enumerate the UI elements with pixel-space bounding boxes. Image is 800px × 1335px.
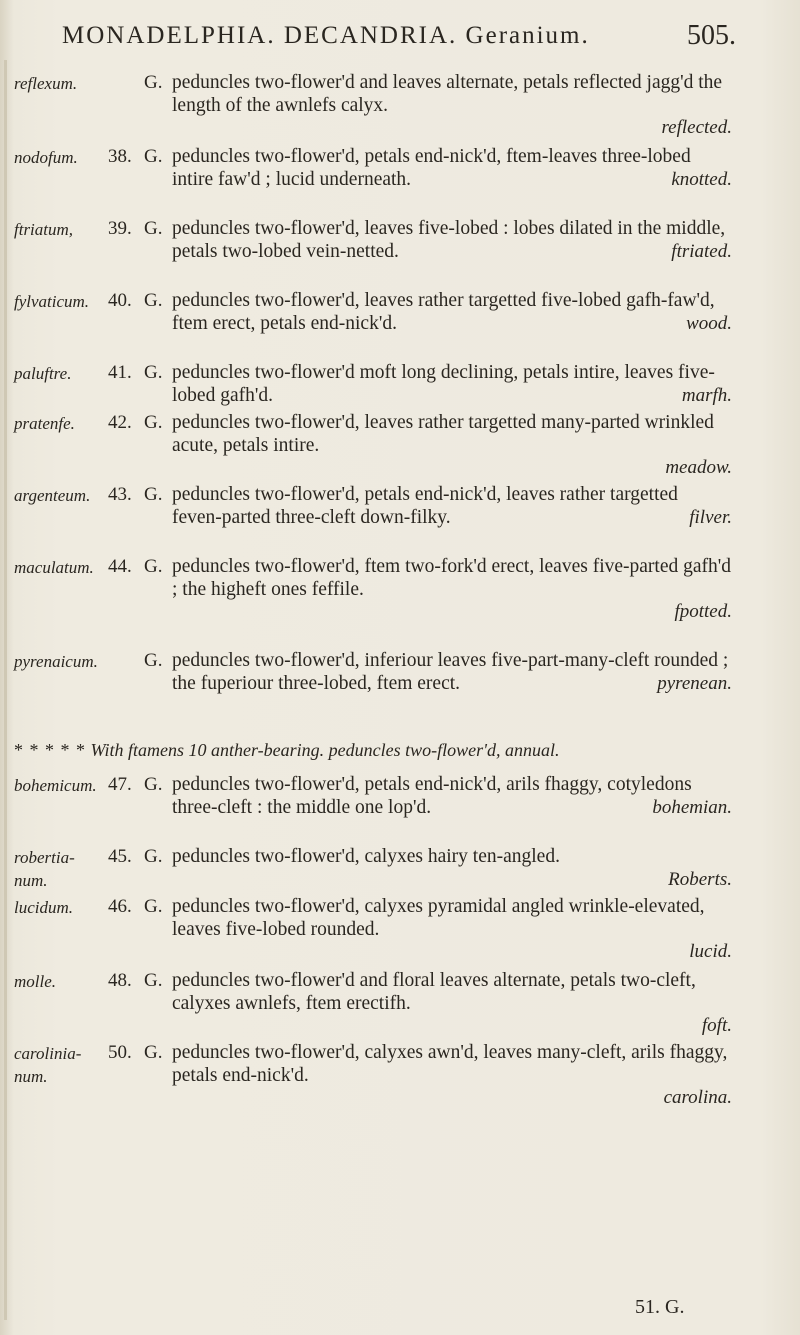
entry-number: 42. — [108, 412, 132, 433]
species-name: robertia- — [14, 848, 75, 867]
entry-description — [172, 1042, 732, 1110]
english-name: meadow. — [665, 457, 732, 478]
species-name: argenteum. — [14, 486, 91, 505]
entry-number: 38. — [108, 146, 132, 167]
entry-description — [172, 774, 732, 819]
section-text: With ftamens 10 anther-bearing. peduncles two-flower'd, annual. — [90, 740, 560, 760]
running-header — [62, 20, 736, 51]
page-number: 505. — [687, 20, 736, 51]
english-name: marfh. — [681, 384, 732, 406]
english-name: Roberts. — [668, 868, 732, 890]
genus-abbrev: G. — [144, 896, 163, 917]
entry-number: 45. — [108, 846, 132, 867]
english-name: reflected. — [661, 117, 732, 138]
species-name: fylvaticum. — [14, 292, 90, 311]
genus-abbrev: G. — [144, 484, 163, 505]
species-name: reflexum. — [14, 74, 78, 93]
genus-abbrev: G. — [144, 290, 163, 311]
description-text: peduncles two-flower'd, leaves rather targetted five-lobed gafh-faw'd, ftem erect, petals end-nick'd. — [172, 290, 715, 334]
english-name: carolina. — [663, 1087, 732, 1108]
genus-abbrev: G. — [144, 650, 163, 671]
entry-description — [172, 290, 732, 335]
description-text: peduncles two-flower'd, inferiour leaves five-part-many-cleft rounded ; the fuperiour three-lobed, ftem erect. — [172, 650, 729, 694]
genus-abbrev: G. — [144, 72, 163, 93]
species-name: ftriatum, — [14, 220, 74, 239]
entry-description — [172, 412, 732, 480]
species-name: molle. — [14, 972, 57, 991]
genus-abbrev: G. — [144, 556, 163, 577]
genus-abbrev: G. — [144, 218, 163, 239]
entry-number: 39. — [108, 218, 132, 239]
entry-description — [172, 146, 732, 191]
english-name: bohemian. — [652, 796, 732, 818]
entry-description — [172, 218, 732, 263]
english-name: knotted. — [671, 168, 732, 190]
entry-number: 47. — [108, 774, 132, 795]
genus-abbrev: G. — [144, 412, 163, 433]
section-heading — [14, 740, 559, 761]
english-name: wood. — [686, 312, 732, 334]
catchword: 51. G. — [635, 1296, 685, 1318]
species-name: paluftre. — [14, 364, 72, 383]
description-text: peduncles two-flower'd, leaves rather targetted many-parted wrinkled acute, petals intire. — [172, 412, 714, 456]
species-name: pratenfe. — [14, 414, 75, 433]
entry-number: 40. — [108, 290, 132, 311]
species-name: carolinia- — [14, 1044, 82, 1063]
description-text: peduncles two-flower'd, calyxes awn'd, leaves many-cleft, arils fhaggy, petals end-nick'd. — [172, 1042, 728, 1086]
description-text: peduncles two-flower'd, leaves five-lobed : lobes dilated in the middle, petals two-lobed vein-netted. — [172, 218, 726, 262]
entry-number: 48. — [108, 970, 132, 991]
english-name: fpotted. — [674, 601, 732, 622]
description-text: peduncles two-flower'd, ftem two-fork'd erect, leaves five-parted gafh'd ; the higheft ones feffile. — [172, 556, 732, 600]
entry-description — [172, 650, 732, 695]
species-name-continued: num. — [14, 1067, 48, 1086]
english-name: ftriated. — [671, 240, 732, 262]
description-text: peduncles two-flower'd, petals end-nick'd, arils fhaggy, cotyledons three-cleft : the middle one lop'd. — [172, 774, 692, 818]
entry-number: 50. — [108, 1042, 132, 1063]
entry-number: 41. — [108, 362, 132, 383]
entry-description — [172, 362, 732, 407]
genus-abbrev: G. — [144, 774, 163, 795]
english-name: filver. — [689, 506, 732, 528]
genus-abbrev: G. — [144, 146, 163, 167]
genus-abbrev: G. — [144, 1042, 163, 1063]
genus-abbrev: G. — [144, 970, 163, 991]
genus-abbrev: G. — [144, 362, 163, 383]
description-text: peduncles two-flower'd and leaves alternate, petals reflected jagg'd the length of the awnlefs calyx. — [172, 72, 723, 116]
section-stars: * * * * * — [14, 740, 86, 760]
description-text: peduncles two-flower'd, calyxes pyramidal angled wrinkle-elevated, leaves five-lobed rounded. — [172, 896, 705, 940]
entry-description — [172, 72, 732, 140]
description-text: peduncles two-flower'd moft long declining, petals intire, leaves five-lobed gafh'd. — [172, 362, 715, 406]
english-name: foft. — [701, 1015, 732, 1036]
english-name: lucid. — [689, 941, 732, 962]
entry-number: 43. — [108, 484, 132, 505]
entry-number: 44. — [108, 556, 132, 577]
entry-description — [172, 556, 732, 624]
species-name: maculatum. — [14, 558, 94, 577]
description-text: peduncles two-flower'd and floral leaves alternate, petals two-cleft, calyxes awnlefs, ftem erectifh. — [172, 970, 696, 1014]
entry-description — [172, 896, 732, 964]
entry-number: 46. — [108, 896, 132, 917]
page-edge-shadow — [4, 60, 7, 1320]
header-title: MONADELPHIA. DECANDRIA. Geranium. — [62, 22, 590, 49]
species-name-continued: num. — [14, 871, 48, 890]
species-name: nodofum. — [14, 148, 78, 167]
description-text: peduncles two-flower'd, calyxes hairy ten-angled. — [172, 846, 560, 867]
entry-description — [172, 484, 732, 529]
entry-description — [172, 970, 732, 1038]
genus-abbrev: G. — [144, 846, 163, 867]
english-name: pyrenean. — [657, 672, 732, 694]
species-name: pyrenaicum. — [14, 652, 98, 671]
entry-description — [172, 846, 732, 891]
species-name: bohemicum. — [14, 776, 97, 795]
description-text: peduncles two-flower'd, petals end-nick'd, ftem-leaves three-lobed intire faw'd ; lucid underneath. — [172, 146, 691, 190]
species-name: lucidum. — [14, 898, 74, 917]
description-text: peduncles two-flower'd, petals end-nick'd, leaves rather targetted feven-parted three-cleft down-filky. — [172, 484, 678, 528]
